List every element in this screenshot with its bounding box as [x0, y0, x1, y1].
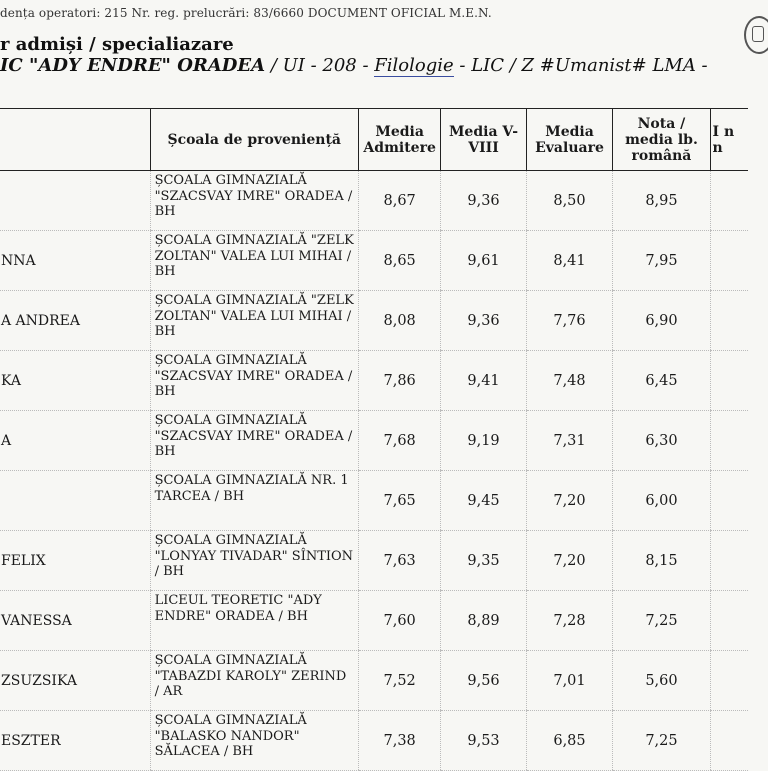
- media-evaluare: 7,48: [526, 351, 613, 411]
- media-evaluare: 7,01: [526, 651, 613, 711]
- media-admitere: 7,52: [358, 651, 441, 711]
- media-admitere: 7,63: [358, 531, 441, 591]
- table-row: [0, 351, 748, 411]
- media-v-viii: 9,56: [441, 651, 526, 711]
- document-header-line: dența operatori: 215 Nr. reg. prelucrări: 83/6660 DOCUMENT OFICIAL M.E.N.: [0, 6, 492, 20]
- school-of-origin: ȘCOALA GIMNAZIALĂ "SZACSVAY IMRE" ORADEA / BH: [150, 171, 358, 231]
- student-name: A: [0, 411, 150, 471]
- nota-romana: 6,45: [613, 351, 710, 411]
- student-name: ZSUZSIKA: [0, 651, 150, 711]
- media-v-viii: 9,41: [441, 351, 526, 411]
- media-v-viii: 9,19: [441, 411, 526, 471]
- school-of-origin: LICEUL TEORETIC "ADY ENDRE" ORADEA / BH: [150, 591, 358, 651]
- admitted-students-table: [0, 108, 748, 771]
- table-row: [0, 231, 748, 291]
- table-row: [0, 651, 748, 711]
- school-of-origin: ȘCOALA GIMNAZIALĂ "SZACSVAY IMRE" ORADEA / BH: [150, 351, 358, 411]
- media-evaluare: 6,85: [526, 711, 613, 771]
- student-name: NNA: [0, 231, 150, 291]
- media-admitere: 8,67: [358, 171, 441, 231]
- school-of-origin: ȘCOALA GIMNAZIALĂ NR. 1 TARCEA / BH: [150, 471, 358, 531]
- media-v-viii: 9,36: [441, 171, 526, 231]
- extra-cell: [710, 171, 748, 231]
- media-v-viii: 9,36: [441, 291, 526, 351]
- nota-romana: 7,25: [613, 711, 710, 771]
- media-evaluare: 7,20: [526, 531, 613, 591]
- media-evaluare: 8,50: [526, 171, 613, 231]
- table-row: [0, 411, 748, 471]
- header-v-viii: Media V-VIII: [441, 109, 526, 171]
- header-extra: I n n: [710, 109, 748, 171]
- media-admitere: 7,65: [358, 471, 441, 531]
- page-subtitle: [0, 55, 708, 76]
- table-row: [0, 291, 748, 351]
- student-name: [0, 471, 150, 531]
- extra-cell: [710, 711, 748, 771]
- header-evaluare: Media Evaluare: [526, 109, 613, 171]
- school-of-origin: ȘCOALA GIMNAZIALĂ "BALASKO NANDOR" SĂLACEA / BH: [150, 711, 358, 771]
- extra-cell: [710, 591, 748, 651]
- school-of-origin: ȘCOALA GIMNAZIALĂ "ZELK ZOLTAN" VALEA LUI MIHAI / BH: [150, 291, 358, 351]
- media-v-viii: 9,53: [441, 711, 526, 771]
- header-romana: Nota / media lb. română: [613, 109, 710, 171]
- table-row: [0, 171, 748, 231]
- extra-cell: [710, 411, 748, 471]
- media-evaluare: 7,31: [526, 411, 613, 471]
- media-evaluare: 7,20: [526, 471, 613, 531]
- media-admitere: 8,08: [358, 291, 441, 351]
- subtitle-specialization: Filologie: [374, 55, 454, 76]
- school-of-origin: ȘCOALA GIMNAZIALĂ "SZACSVAY IMRE" ORADEA / BH: [150, 411, 358, 471]
- subtitle-code: / UI - 208 -: [265, 55, 375, 76]
- student-name: FELIX: [0, 531, 150, 591]
- student-name: A ANDREA: [0, 291, 150, 351]
- table-row: [0, 591, 748, 651]
- header-school: Școala de proveniență: [150, 109, 358, 171]
- extra-cell: [710, 231, 748, 291]
- extra-cell: [710, 291, 748, 351]
- extra-cell: [710, 531, 748, 591]
- header-admitere: Media Admitere: [358, 109, 441, 171]
- media-v-viii: 8,89: [441, 591, 526, 651]
- media-admitere: 7,68: [358, 411, 441, 471]
- media-admitere: 8,65: [358, 231, 441, 291]
- nota-romana: 6,30: [613, 411, 710, 471]
- nota-romana: 6,90: [613, 291, 710, 351]
- school-of-origin: ȘCOALA GIMNAZIALĂ "ZELK ZOLTAN" VALEA LUI MIHAI / BH: [150, 231, 358, 291]
- table-header-row: [0, 109, 748, 171]
- media-evaluare: 8,41: [526, 231, 613, 291]
- student-name: ESZTER: [0, 711, 150, 771]
- media-evaluare: 7,28: [526, 591, 613, 651]
- student-name: KA: [0, 351, 150, 411]
- table-row: [0, 471, 748, 531]
- table-row: [0, 531, 748, 591]
- extra-cell: [710, 651, 748, 711]
- media-admitere: 7,86: [358, 351, 441, 411]
- school-of-origin: ȘCOALA GIMNAZIALĂ "LONYAY TIVADAR" SÎNTION / BH: [150, 531, 358, 591]
- extra-cell: [710, 351, 748, 411]
- table-row: [0, 711, 748, 771]
- media-admitere: 7,38: [358, 711, 441, 771]
- extra-cell: [710, 471, 748, 531]
- ministry-seal-icon: [744, 16, 768, 54]
- student-name: VANESSA: [0, 591, 150, 651]
- subtitle-school: IC "ADY ENDRE" ORADEA: [0, 55, 266, 76]
- media-admitere: 7,60: [358, 591, 441, 651]
- media-v-viii: 9,61: [441, 231, 526, 291]
- media-v-viii: 9,45: [441, 471, 526, 531]
- school-of-origin: ȘCOALA GIMNAZIALĂ "TABAZDI KAROLY" ZERIND / AR: [150, 651, 358, 711]
- nota-romana: 6,00: [613, 471, 710, 531]
- nota-romana: 7,95: [613, 231, 710, 291]
- media-evaluare: 7,76: [526, 291, 613, 351]
- nota-romana: 7,25: [613, 591, 710, 651]
- header-name: [0, 109, 150, 171]
- nota-romana: 8,95: [613, 171, 710, 231]
- subtitle-profile: - LIC / Z #Umanist# LMA -: [453, 55, 708, 76]
- student-name: [0, 171, 150, 231]
- nota-romana: 5,60: [613, 651, 710, 711]
- media-v-viii: 9,35: [441, 531, 526, 591]
- nota-romana: 8,15: [613, 531, 710, 591]
- page-title: r admiși / specialiazare: [0, 34, 234, 55]
